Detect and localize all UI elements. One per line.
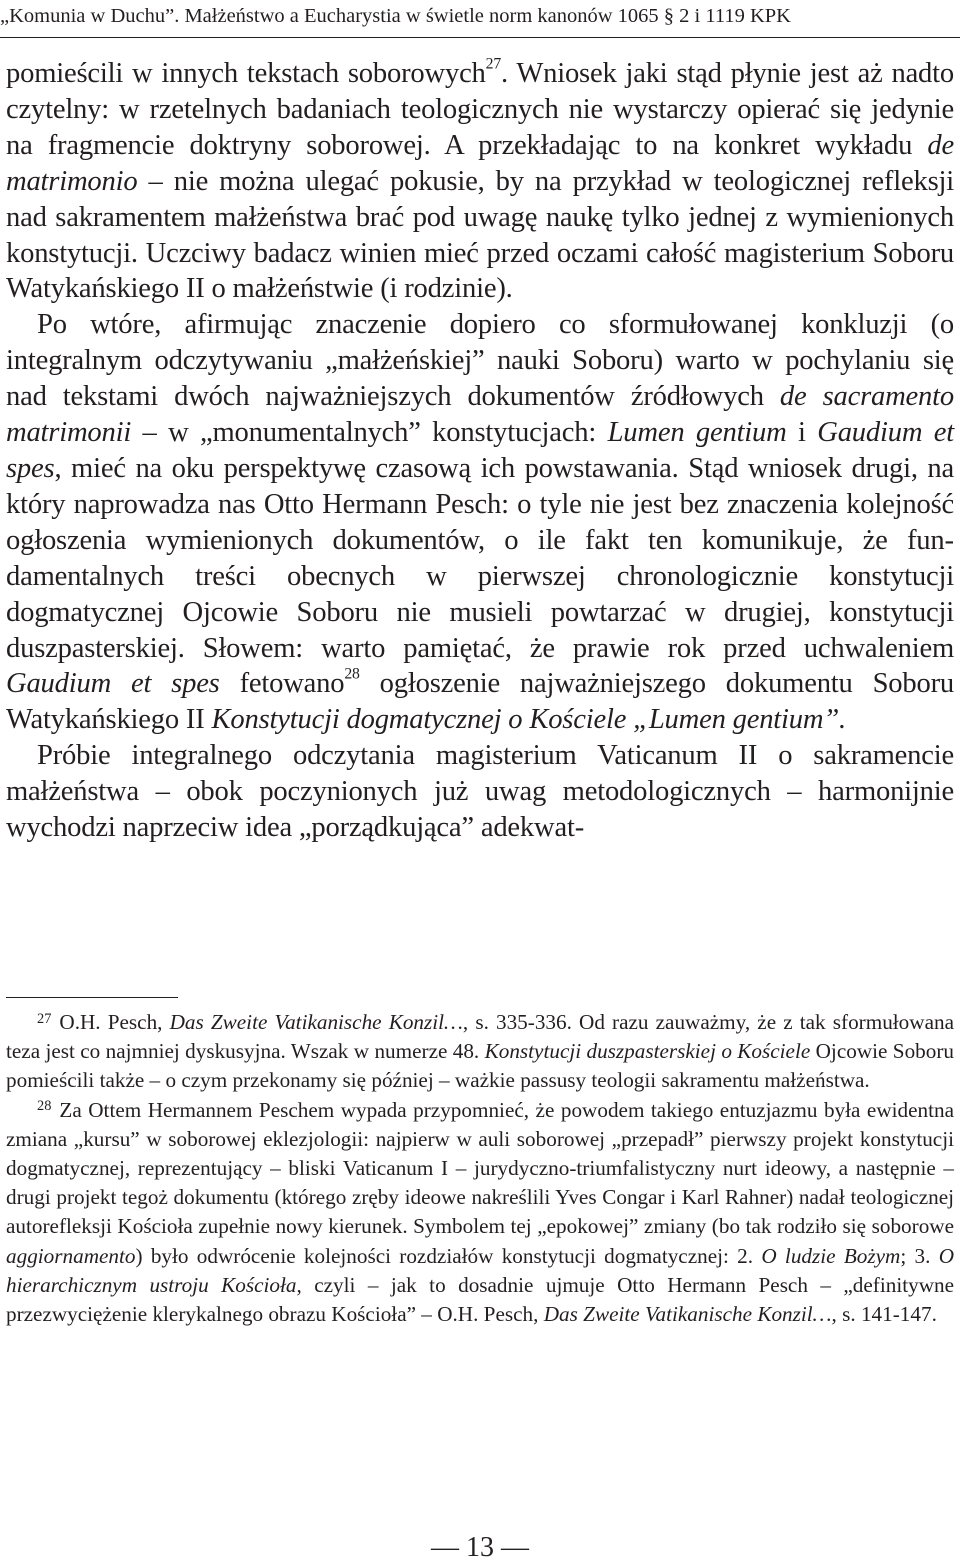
text-run: , s. 335-336. Od razu zauważmy, że z tak sformułowana teza jest co najmniej dyskusyjna. Wszak w numerze 48. bbox=[6, 1010, 954, 1064]
text-run: . Wniosek jaki stąd płynie jest aż nadto czytelny: w rzetelnych badaniach teologicznych nie wystarczy opierać się jedynie na fragmencie doktryny soborowej. A przekładając to na konkret wykładu bbox=[6, 58, 954, 161]
italic-run: Das Zweite Vatikanische Konzil… bbox=[169, 1010, 463, 1034]
page-number: — 13 — bbox=[431, 1532, 529, 1563]
text-run: , s. 141-147. bbox=[831, 1302, 937, 1327]
italic-run: Das Zweite Vatikanische Konzil… bbox=[543, 1302, 832, 1327]
text-run: i bbox=[786, 417, 818, 449]
running-title: „Komunia w Duchu”. Małżeństwo a Eucharystia w świetle norm kanonów 1065 § 2 i 1119 KPK bbox=[0, 5, 791, 27]
text-run: – w „monumentalnych” konstytucjach: bbox=[131, 417, 608, 449]
italic-run: Konstytucji dogmatycznej o Kościele „Lumen gentium”. bbox=[211, 704, 846, 736]
footnote-number: 27 bbox=[37, 1010, 52, 1027]
paragraph bbox=[6, 738, 954, 846]
text-run: ; 3. bbox=[900, 1243, 939, 1268]
paragraph bbox=[6, 56, 954, 307]
footnotes bbox=[6, 1008, 954, 1329]
footnote-number: 28 bbox=[37, 1098, 52, 1115]
text-run: Ojcowie Soboru pomieścili także – o czym przekonamy się później – ważkie passusy teologii sakramentu małżeństwa. bbox=[6, 1039, 954, 1093]
text-run: pomieścili w innych tekstach soborowych bbox=[6, 58, 486, 89]
text-run: ogłoszenie najważniejszego dokumentu Soboru Watykańskiego II bbox=[6, 668, 954, 736]
text-run: Za Ottem Hermannem Peschem wypada przypomnieć, że powodem takiego entuzjazmu była ewidentna zmiana „kursu” w soborowej eklezjologii: najpierw w auli soborowej „przepadł” pierwszy projekt konstytucji dogmatycznej, reprezentujący – bliski Vaticanum I – jurydyczno-triumfalistyczny nurt ideowy, a następnie – drugi projekt tegoż dokumentu (którego zręby ideowe nakreślili Yves Congar i Karl Rahner) nadał teologicznej autorefleksji Kościoła zupełnie nowy kierunek. Symbolem tej „epokowej” zmiany (bo tak rodziło się soborowe bbox=[6, 1097, 954, 1239]
italic-run: Gaudium et spes bbox=[6, 417, 954, 484]
paragraph bbox=[6, 307, 954, 738]
italic-run: O hierarchicznym ustroju Kościoła bbox=[6, 1243, 954, 1297]
italic-run: Gaudium et spes bbox=[6, 668, 220, 700]
main-text bbox=[6, 56, 954, 846]
text-run: ) było odwrócenie kolejności rozdziałów konstytucji dogmatycznej: 2. bbox=[135, 1243, 762, 1268]
running-header bbox=[0, 0, 960, 38]
footnote bbox=[6, 1008, 954, 1096]
italic-run: de matrimonio bbox=[6, 129, 954, 197]
text-run: , czyli – jak to dosadnie ujmuje Otto Hermann Pesch – „definitywne przezwyciężenie klerykalnego obrazu Kościoła” – O.H. Pesch, bbox=[6, 1272, 955, 1327]
italic-run: O ludzie Bożym bbox=[761, 1243, 901, 1268]
footnote-ref[interactable]: 27 bbox=[485, 55, 501, 73]
italic-run: de sacramento matrimonii bbox=[6, 381, 954, 449]
text-run: , mieć na oku perspektywę czasową ich powstawania. Stąd wniosek drugi, na który naprowadza nas Otto Hermann Pesch: o tyle nie jest bez znaczenia kolejność ogłoszenia wymienionych dokumentów, o ile fakt ten komunikuje, że fundamentalnych treści obecnych w pierwszej chronologicznie konstytucji dogmatycznej Ojcowie Soboru nie musieli powtarzać w drugiej, konstytucji duszpasterskiej. Słowem: warto pamiętać, że prawie rok przed uchwaleniem bbox=[6, 452, 954, 664]
text-run: fetowano bbox=[219, 668, 345, 700]
italic-run: aggiornamento bbox=[6, 1243, 136, 1268]
italic-run: Konstytucji duszpasterskiej o Kościele bbox=[484, 1039, 811, 1064]
text-run: – nie można ulegać pokusie, by na przykład w teologicznej refleksji nad sakramentem małżeństwa brać pod uwagę naukę tylko jednej z wymienionych konstytucji. Uczciwy badacz winien mieć przed oczami całość magisterium Soboru Watykańskiego II o małżeństwie (i rodzinie). bbox=[6, 165, 954, 305]
italic-run: Lumen gentium bbox=[607, 417, 787, 449]
footnote-ref[interactable]: 28 bbox=[344, 666, 360, 684]
text-run: Próbie integralnego odczytania magisterium Vaticanum II o sakramencie małżeństwa – obok poczynionych już uwag metodologicznych – harmonijnie wychodzi naprzeciw idea „porządkująca” adekwat- bbox=[6, 740, 954, 844]
text-run: Po wtóre, afirmując znaczenie dopiero co sformułowanej konkluzji (o integralnym odczytywaniu „małżeńskiej” nauki Soboru) warto w pochylaniu się nad tekstami dwóch najważniejszych dokumentów źródłowych bbox=[6, 309, 954, 413]
text-run: O.H. Pesch, bbox=[59, 1010, 170, 1034]
footnote bbox=[6, 1096, 954, 1330]
footnote-divider bbox=[6, 997, 178, 998]
